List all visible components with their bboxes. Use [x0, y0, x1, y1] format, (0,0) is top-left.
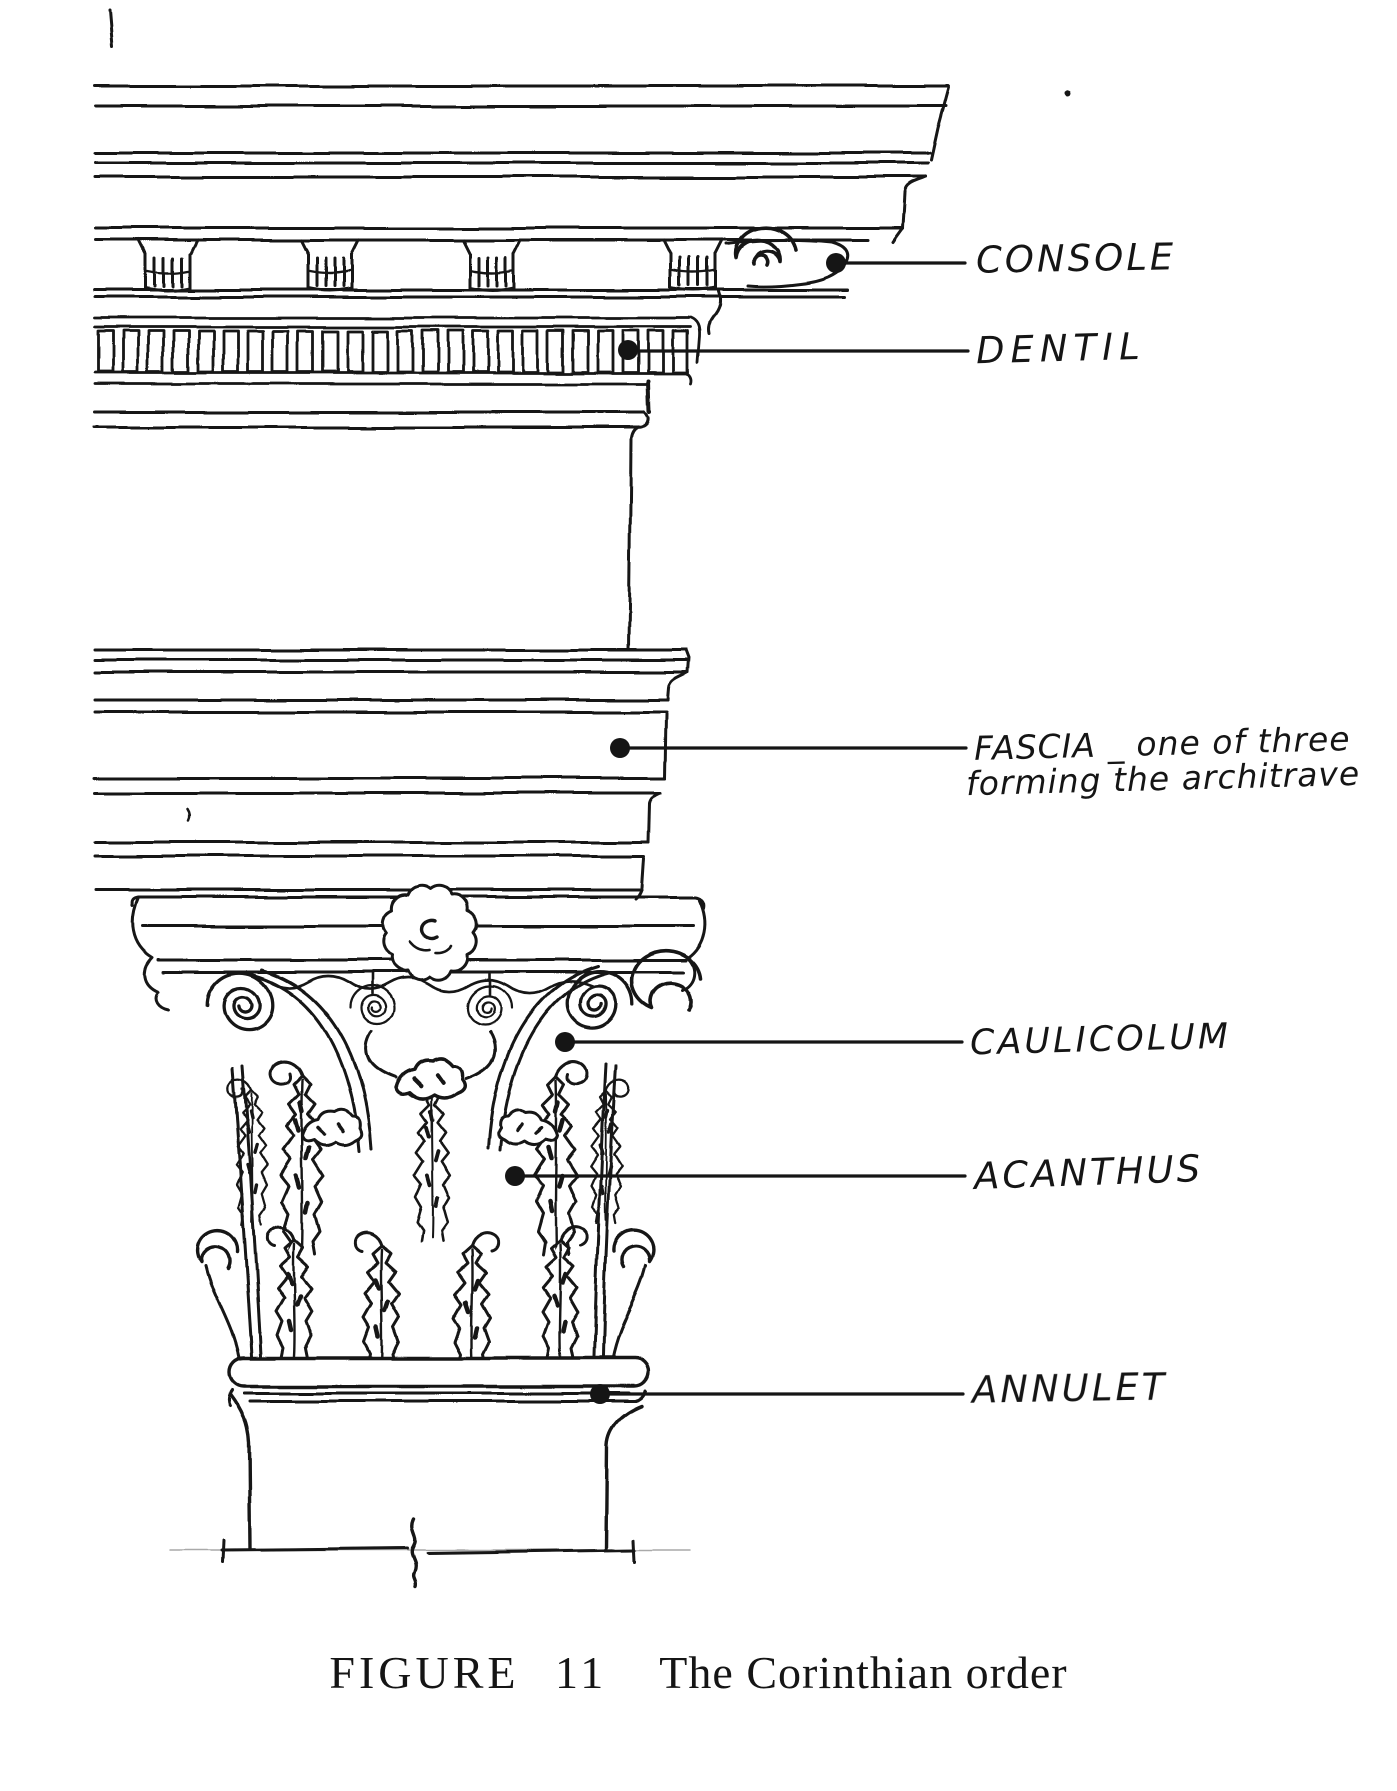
fleuron-rosette — [383, 886, 477, 980]
dentil-label: DENTIL — [975, 324, 1147, 373]
acanthus-label: ACANTHUS — [973, 1147, 1204, 1198]
console-scroll — [708, 228, 848, 334]
caulicolum-label: CAULICOLUM — [969, 1016, 1232, 1064]
dentil-band — [95, 318, 699, 412]
fascia-label: FASCIA _ one of three — [973, 719, 1352, 768]
fascia-dot — [610, 738, 630, 758]
callout-annulet — [590, 1384, 963, 1404]
figure-title: The Corinthian order — [659, 1647, 1068, 1698]
caulicolum-dot — [555, 1032, 575, 1052]
capital — [132, 886, 706, 1406]
figure-number: FIGURE 11 — [329, 1647, 608, 1698]
console-label: CONSOLE — [975, 235, 1177, 282]
central-tuft — [396, 1058, 465, 1099]
callout-dentil — [618, 340, 968, 360]
column-shaft — [170, 1394, 690, 1586]
dentil-dot — [618, 340, 638, 360]
architrave-fascias — [95, 650, 689, 899]
annulet-label: ANNULET — [971, 1365, 1168, 1412]
console-dot — [826, 253, 846, 273]
callout-fascia — [610, 738, 966, 758]
leaf-side-curls — [198, 1230, 654, 1360]
fascia-label-2: forming the architrave — [965, 753, 1361, 804]
annulet-molding — [228, 1358, 649, 1406]
cornice-moldings — [95, 86, 949, 242]
annulet-dot — [590, 1384, 610, 1404]
frieze — [95, 412, 648, 650]
callout-caulicolum — [555, 1032, 962, 1052]
figure-caption — [0, 1646, 1397, 1699]
break-mark — [412, 1518, 416, 1586]
acanthus-dot — [505, 1166, 525, 1186]
